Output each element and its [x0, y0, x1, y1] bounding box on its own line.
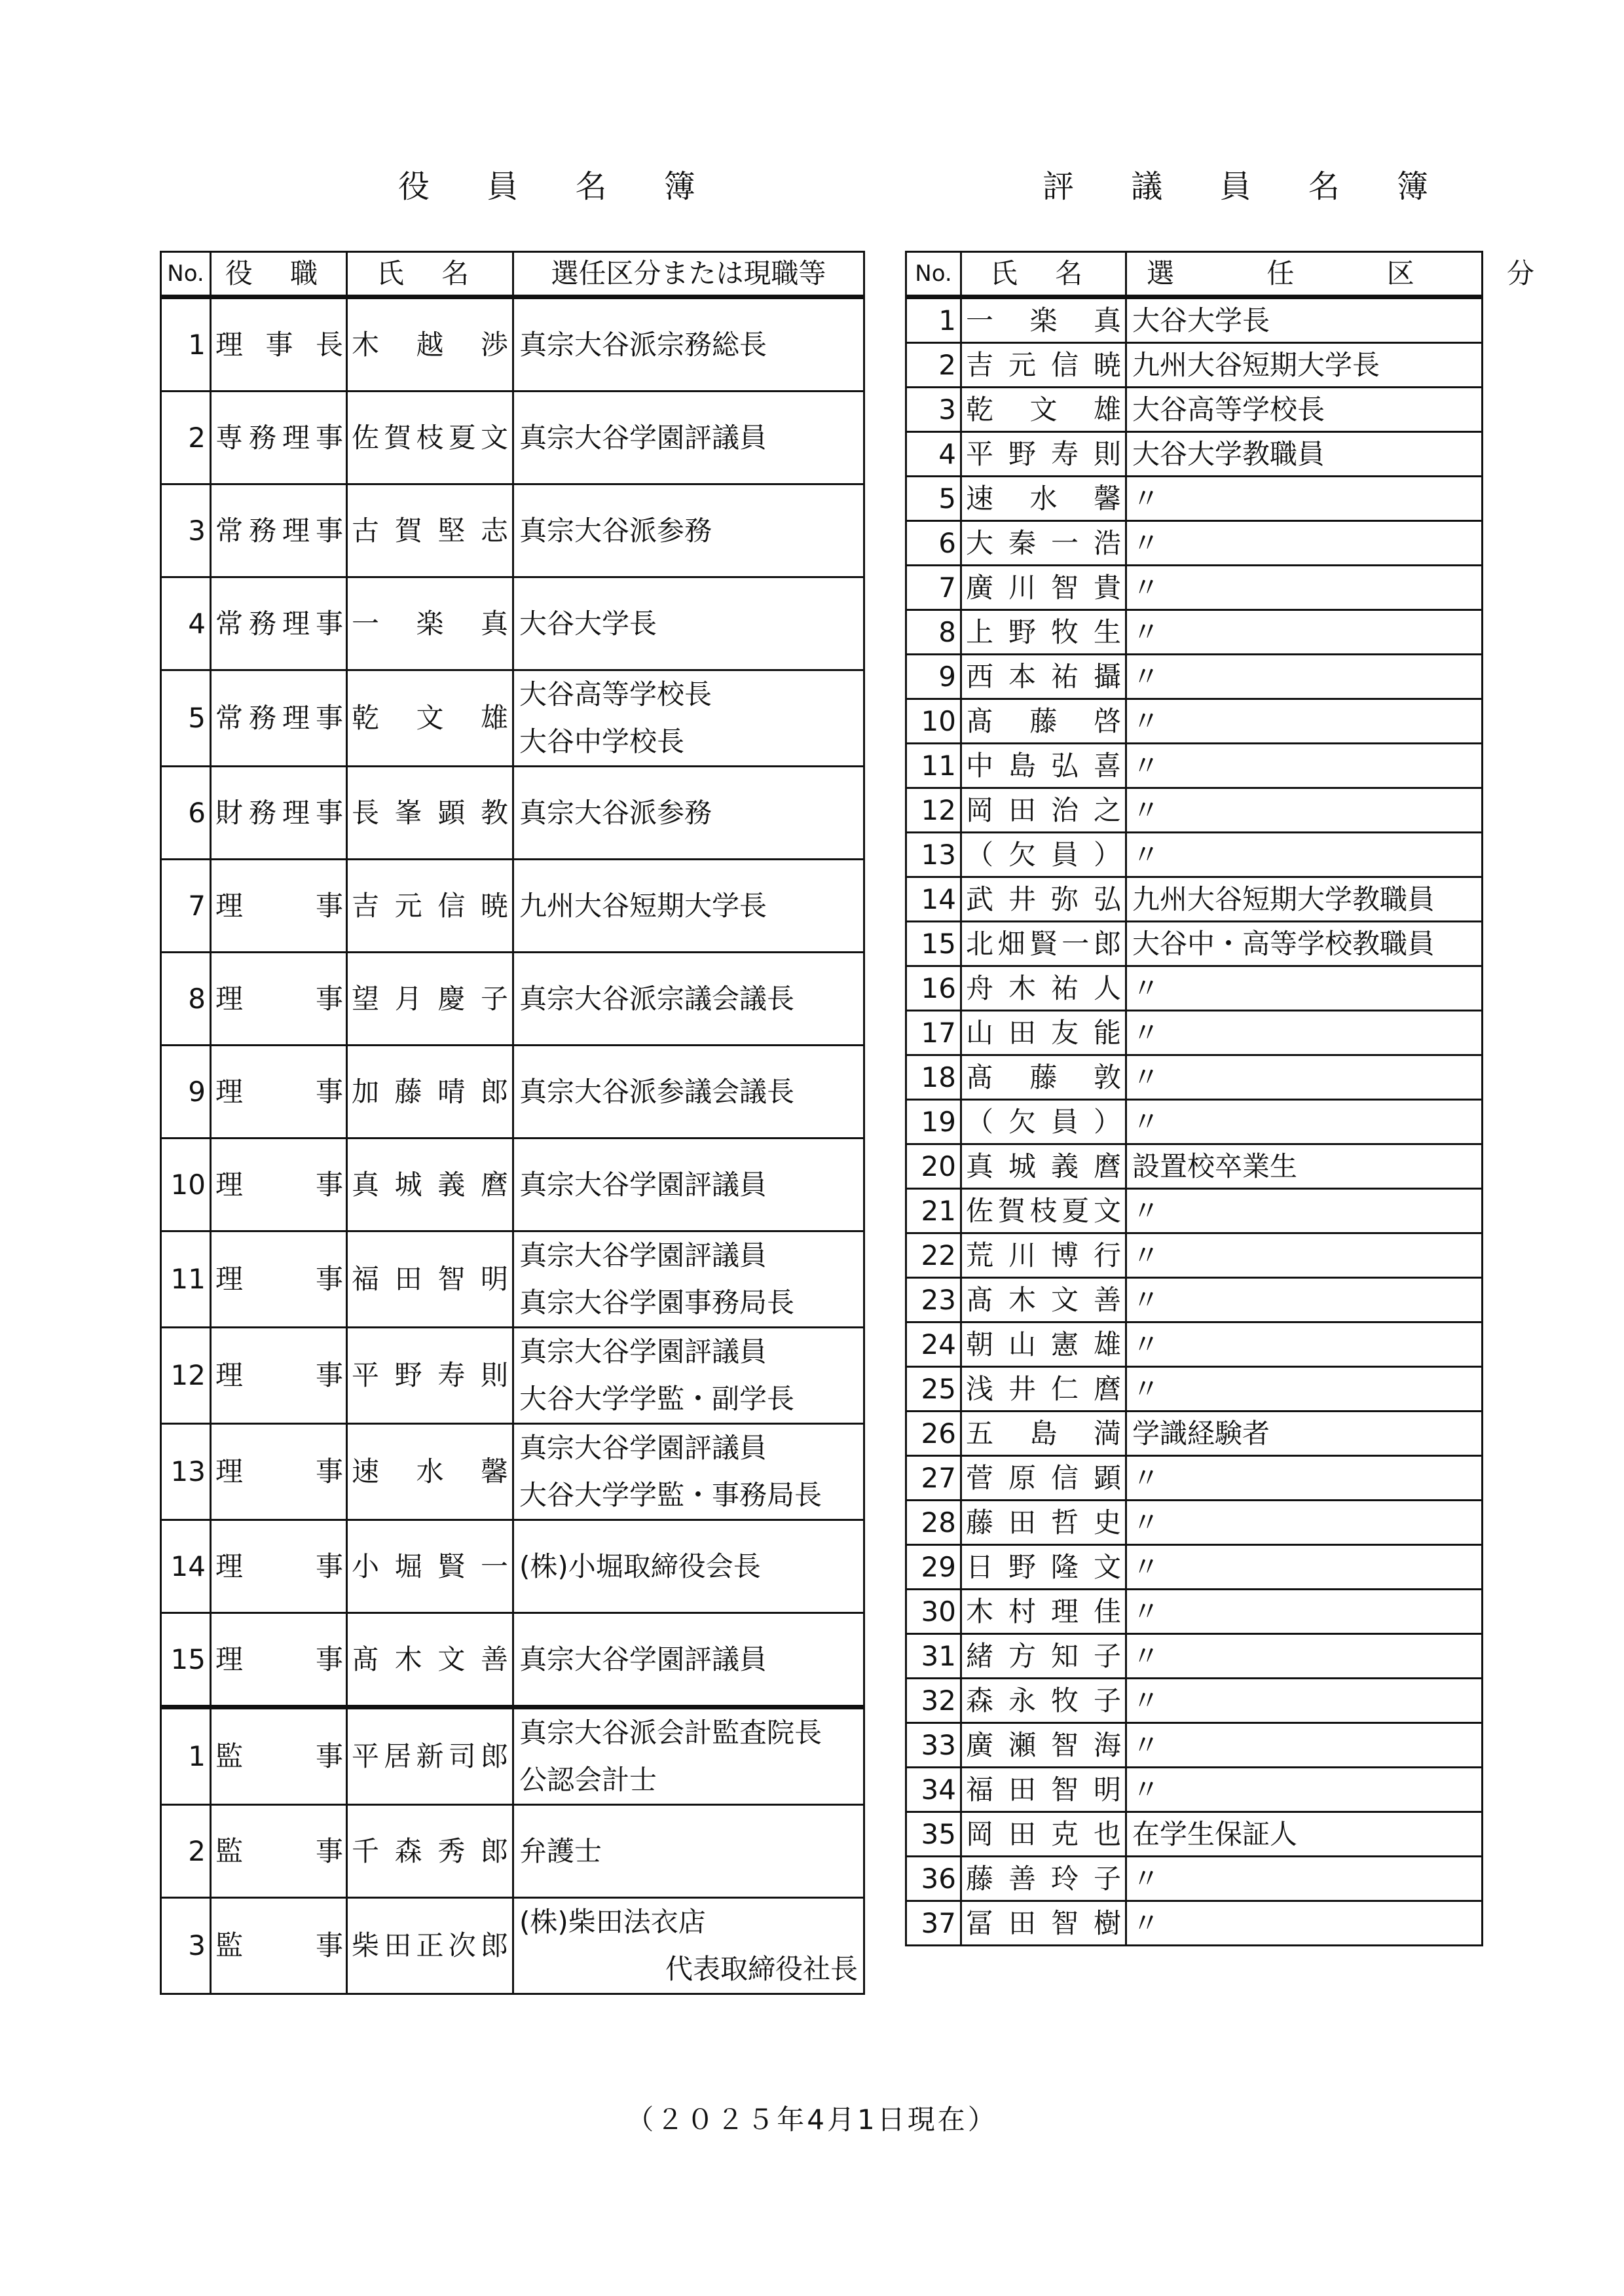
councilor-name: 岡 田 治 之 [961, 788, 1126, 833]
officer-position [513, 1424, 864, 1520]
councilor-name: 冨 田 智 樹 [961, 1901, 1126, 1946]
councilors-header-name: 氏 名 [961, 252, 1126, 297]
councilor-name: 岡 田 克 也 [961, 1812, 1126, 1857]
officer-position [513, 860, 864, 953]
councilor-selection: 〃 [1126, 699, 1483, 744]
councilor-name: 五 島 満 [961, 1412, 1126, 1456]
officer-no: 14 [161, 1520, 211, 1613]
councilor-selection: 〃 [1126, 788, 1483, 833]
councilor-no: 28 [906, 1501, 961, 1545]
councilor-no: 25 [906, 1367, 961, 1412]
councilors-header-no: No. [906, 252, 961, 297]
councilor-selection: 〃 [1126, 477, 1483, 521]
councilor-row [906, 1412, 1483, 1456]
officer-role: 理 事 [211, 1424, 347, 1520]
councilor-row [906, 343, 1483, 388]
officer-row [161, 1707, 864, 1805]
councilor-selection: 九州大谷短期大学長 [1126, 343, 1483, 388]
officer-position-line: 真宗大谷学園評議員 [519, 1239, 767, 1271]
councilor-selection: 〃 [1126, 1367, 1483, 1412]
councilor-selection: 〃 [1126, 1456, 1483, 1501]
officer-role: 理 事 [211, 1046, 347, 1139]
councilor-row [906, 699, 1483, 744]
councilor-selection: 〃 [1126, 521, 1483, 566]
officer-position [513, 297, 864, 392]
officer-position-line: 大谷高等学校長 [519, 678, 712, 710]
councilor-row [906, 1189, 1483, 1233]
councilor-name: 髙 藤 敦 [961, 1055, 1126, 1100]
councilor-name: （ 欠 員 ） [961, 833, 1126, 877]
officer-row [161, 577, 864, 670]
officer-name: 平 野 寿 則 [347, 1328, 513, 1424]
councilor-row [906, 1278, 1483, 1322]
officer-row [161, 1046, 864, 1139]
officer-role: 理 事 [211, 1231, 347, 1328]
officer-position-line: 大谷大学学監・事務局長 [519, 1479, 822, 1511]
officer-name: 柴 田 正 次 郎 [347, 1898, 513, 1994]
officer-name: 乾 文 雄 [347, 670, 513, 767]
officer-position-line: 真宗大谷派参務 [519, 796, 712, 829]
officer-position-line: 真宗大谷学園評議員 [519, 1336, 767, 1368]
officer-position-line: 大谷中学校長 [519, 725, 685, 757]
officer-role: 監 事 [211, 1805, 347, 1898]
councilor-selection: 大谷大学長 [1126, 297, 1483, 343]
councilor-no: 34 [906, 1768, 961, 1812]
officer-position-line: 九州大谷短期大学長 [519, 889, 767, 922]
councilor-row [906, 297, 1483, 343]
officer-no: 1 [161, 1707, 211, 1805]
councilor-no: 22 [906, 1233, 961, 1278]
councilor-row [906, 922, 1483, 966]
councilor-selection: 〃 [1126, 610, 1483, 655]
councilor-selection: 設置校卒業生 [1126, 1144, 1483, 1189]
officer-role: 財 務 理 事 [211, 767, 347, 860]
officer-position [513, 1805, 864, 1898]
officer-name: 真 城 義 麿 [347, 1139, 513, 1231]
councilor-no: 36 [906, 1857, 961, 1901]
councilor-name: 舟 木 祐 人 [961, 966, 1126, 1011]
officer-position [513, 670, 864, 767]
councilor-no: 33 [906, 1723, 961, 1768]
councilor-row [906, 1768, 1483, 1812]
councilor-row [906, 1367, 1483, 1412]
councilor-name: 西 本 祐 攝 [961, 655, 1126, 699]
officer-position [513, 767, 864, 860]
councilor-row [906, 833, 1483, 877]
officer-position [513, 1046, 864, 1139]
councilor-no: 10 [906, 699, 961, 744]
officer-position-line: 真宗大谷学園評議員 [519, 1643, 767, 1675]
councilor-name: 北 畑 賢 一 郎 [961, 922, 1126, 966]
officer-no: 10 [161, 1139, 211, 1231]
officer-name: 望 月 慶 子 [347, 953, 513, 1046]
officers-list-title: 役 員 名 簿 [398, 168, 719, 205]
councilor-name: 廣 川 智 貴 [961, 566, 1126, 610]
councilor-selection: 〃 [1126, 1545, 1483, 1590]
officer-position-line: (株)柴田法衣店 [519, 1906, 706, 1938]
officer-position-line: 真宗大谷派参務 [519, 514, 712, 547]
councilor-name: 朝 山 憲 雄 [961, 1322, 1126, 1367]
officer-role: 理 事 [211, 1613, 347, 1707]
officer-row [161, 1898, 864, 1994]
councilor-row [906, 1011, 1483, 1055]
councilor-selection: 〃 [1126, 1901, 1483, 1946]
officer-name: 古 賀 堅 志 [347, 484, 513, 577]
councilor-name: 森 永 牧 子 [961, 1679, 1126, 1723]
officer-role: 理 事 [211, 860, 347, 953]
councilor-row [906, 1590, 1483, 1634]
officer-no: 9 [161, 1046, 211, 1139]
officer-no: 2 [161, 1805, 211, 1898]
officer-position [513, 1898, 864, 1994]
officer-row [161, 1139, 864, 1231]
councilor-name: 平 野 寿 則 [961, 432, 1126, 477]
officer-role: 専 務 理 事 [211, 392, 347, 484]
councilor-no: 11 [906, 744, 961, 788]
officer-name: 平 居 新 司 郎 [347, 1707, 513, 1805]
officers-header-position: 選任区分または現職等 [513, 252, 864, 297]
officer-position [513, 484, 864, 577]
officer-position [513, 1613, 864, 1707]
councilor-name: 上 野 牧 生 [961, 610, 1126, 655]
councilor-selection: 〃 [1126, 1857, 1483, 1901]
councilor-no: 16 [906, 966, 961, 1011]
officer-position [513, 1707, 864, 1805]
officers-table-body [161, 297, 864, 1994]
councilor-row [906, 477, 1483, 521]
officer-no: 2 [161, 392, 211, 484]
councilor-no: 9 [906, 655, 961, 699]
councilor-no: 7 [906, 566, 961, 610]
councilor-no: 5 [906, 477, 961, 521]
councilor-no: 17 [906, 1011, 961, 1055]
officer-name: 速 水 馨 [347, 1424, 513, 1520]
officer-role: 監 事 [211, 1707, 347, 1805]
councilor-selection: 〃 [1126, 1011, 1483, 1055]
councilor-name: 廣 瀬 智 海 [961, 1723, 1126, 1768]
councilor-name: 藤 田 哲 史 [961, 1501, 1126, 1545]
officer-row [161, 953, 864, 1046]
councilor-row [906, 1812, 1483, 1857]
councilor-selection: 大谷大学教職員 [1126, 432, 1483, 477]
officer-name: 髙 木 文 善 [347, 1613, 513, 1707]
councilor-row [906, 1545, 1483, 1590]
councilor-selection: 〃 [1126, 1233, 1483, 1278]
councilor-selection: 〃 [1126, 1768, 1483, 1812]
councilor-no: 21 [906, 1189, 961, 1233]
councilor-row [906, 1634, 1483, 1679]
councilor-name: 浅 井 仁 麿 [961, 1367, 1126, 1412]
officer-position [513, 1520, 864, 1613]
councilor-no: 24 [906, 1322, 961, 1367]
councilor-row [906, 655, 1483, 699]
officer-row [161, 484, 864, 577]
officer-position-line: 真宗大谷派宗議会議長 [519, 982, 795, 1015]
officer-position-line: 大谷大学学監・副学長 [519, 1383, 795, 1415]
officer-position-line: 真宗大谷派会計監査院長 [519, 1717, 822, 1749]
councilor-row [906, 1100, 1483, 1144]
officer-no: 15 [161, 1613, 211, 1707]
councilor-no: 2 [906, 343, 961, 388]
officer-no: 8 [161, 953, 211, 1046]
officer-position [513, 392, 864, 484]
councilor-selection: 〃 [1126, 566, 1483, 610]
councilor-no: 31 [906, 1634, 961, 1679]
councilor-selection: 〃 [1126, 833, 1483, 877]
officer-position [513, 1328, 864, 1424]
councilor-selection: 〃 [1126, 1723, 1483, 1768]
councilor-selection: 〃 [1126, 1634, 1483, 1679]
officer-position [513, 577, 864, 670]
officer-position-line: 真宗大谷学園評議員 [519, 1432, 767, 1464]
officer-position [513, 1231, 864, 1328]
officer-role: 常 務 理 事 [211, 577, 347, 670]
officer-position-line: 真宗大谷学園評議員 [519, 421, 767, 454]
councilor-no: 29 [906, 1545, 961, 1590]
councilor-name: （ 欠 員 ） [961, 1100, 1126, 1144]
councilor-name: 乾 文 雄 [961, 388, 1126, 432]
officers-header-row [161, 252, 864, 297]
officer-row [161, 767, 864, 860]
councilor-selection: 〃 [1126, 1501, 1483, 1545]
officer-position-line: 真宗大谷学園事務局長 [519, 1286, 795, 1319]
councilor-row [906, 1857, 1483, 1901]
councilor-row [906, 610, 1483, 655]
officer-name: 佐 賀 枝 夏 文 [347, 392, 513, 484]
officer-position-line: 真宗大谷学園評議員 [519, 1168, 767, 1201]
officer-role: 理 事 [211, 953, 347, 1046]
officer-position-line: 代表取締役社長 [665, 1953, 858, 1985]
councilor-selection: 大谷中・高等学校教職員 [1126, 922, 1483, 966]
councilor-name: 速 水 馨 [961, 477, 1126, 521]
officer-row [161, 860, 864, 953]
officer-no: 7 [161, 860, 211, 953]
officers-header-name: 氏 名 [347, 252, 513, 297]
councilor-name: 吉 元 信 暁 [961, 343, 1126, 388]
councilor-selection: 九州大谷短期大学教職員 [1126, 877, 1483, 922]
officer-row [161, 1520, 864, 1613]
officer-name: 長 峯 顕 教 [347, 767, 513, 860]
councilors-header-row [906, 252, 1483, 297]
councilor-name: 荒 川 博 行 [961, 1233, 1126, 1278]
officer-row [161, 1613, 864, 1707]
councilor-selection: 〃 [1126, 1189, 1483, 1233]
officer-no: 13 [161, 1424, 211, 1520]
councilor-no: 32 [906, 1679, 961, 1723]
officer-row [161, 1231, 864, 1328]
councilor-no: 3 [906, 388, 961, 432]
councilor-row [906, 521, 1483, 566]
officer-position-line: 大谷大学長 [519, 607, 657, 640]
councilor-row [906, 788, 1483, 833]
councilor-no: 19 [906, 1100, 961, 1144]
officer-no: 1 [161, 297, 211, 392]
officer-no: 3 [161, 484, 211, 577]
officer-name: 小 堀 賢 一 [347, 1520, 513, 1613]
councilor-no: 1 [906, 297, 961, 343]
officer-role: 理 事 長 [211, 297, 347, 392]
officer-role: 常 務 理 事 [211, 484, 347, 577]
councilor-selection: 〃 [1126, 1322, 1483, 1367]
officer-no: 6 [161, 767, 211, 860]
officer-name: 一 楽 真 [347, 577, 513, 670]
officer-position [513, 953, 864, 1046]
councilor-selection: 〃 [1126, 966, 1483, 1011]
councilor-row [906, 1144, 1483, 1189]
officer-role: 監 事 [211, 1898, 347, 1994]
councilor-row [906, 1456, 1483, 1501]
officer-role: 理 事 [211, 1139, 347, 1231]
councilor-row [906, 1901, 1483, 1946]
councilors-table [905, 251, 1577, 1946]
officer-row [161, 392, 864, 484]
councilors-header-selection: 選 任 区 分 [1126, 252, 1483, 297]
councilor-selection: 〃 [1126, 1278, 1483, 1322]
councilor-no: 30 [906, 1590, 961, 1634]
officer-position-line: 公認会計士 [519, 1764, 657, 1796]
councilor-name: 木 村 理 佳 [961, 1590, 1126, 1634]
councilor-row [906, 1233, 1483, 1278]
officer-role: 常 務 理 事 [211, 670, 347, 767]
officer-name: 加 藤 晴 郎 [347, 1046, 513, 1139]
councilor-name: 福 田 智 明 [961, 1768, 1126, 1812]
officer-role: 理 事 [211, 1520, 347, 1613]
councilor-selection: 〃 [1126, 1055, 1483, 1100]
councilor-name: 佐 賀 枝 夏 文 [961, 1189, 1126, 1233]
councilor-no: 6 [906, 521, 961, 566]
officer-row [161, 1424, 864, 1520]
councilor-no: 26 [906, 1412, 961, 1456]
councilor-name: 真 城 義 麿 [961, 1144, 1126, 1189]
officer-position-line: 真宗大谷派宗務総長 [519, 328, 767, 361]
councilor-name: 中 島 弘 喜 [961, 744, 1126, 788]
as-of-date: （２０２５年4月1日現在） [626, 2104, 998, 2136]
councilor-no: 13 [906, 833, 961, 877]
officer-position-line: 弁護士 [519, 1834, 602, 1867]
councilor-row [906, 388, 1483, 432]
officer-name: 木 越 渉 [347, 297, 513, 392]
councilor-row [906, 877, 1483, 922]
councilor-selection: 在学生保証人 [1126, 1812, 1483, 1857]
officer-name: 福 田 智 明 [347, 1231, 513, 1328]
officers-header-no: No. [161, 252, 211, 297]
councilor-name: 藤 善 玲 子 [961, 1857, 1126, 1901]
councilor-name: 日 野 隆 文 [961, 1545, 1126, 1590]
councilor-selection: 〃 [1126, 1100, 1483, 1144]
councilor-name: 緒 方 知 子 [961, 1634, 1126, 1679]
councilor-row [906, 1501, 1483, 1545]
councilor-row [906, 566, 1483, 610]
councilor-row [906, 1322, 1483, 1367]
councilor-row [906, 1723, 1483, 1768]
councilors-list-title: 評 議 員 名 簿 [1043, 168, 1452, 205]
officer-position-line: 真宗大谷派参議会議長 [519, 1075, 795, 1108]
officer-no: 4 [161, 577, 211, 670]
officer-row [161, 1328, 864, 1424]
councilor-name: 菅 原 信 顕 [961, 1456, 1126, 1501]
councilor-selection: 〃 [1126, 1590, 1483, 1634]
officer-role: 理 事 [211, 1328, 347, 1424]
councilor-no: 18 [906, 1055, 961, 1100]
councilor-row [906, 1055, 1483, 1100]
councilor-no: 37 [906, 1901, 961, 1946]
councilor-no: 23 [906, 1278, 961, 1322]
councilor-no: 8 [906, 610, 961, 655]
councilor-row [906, 966, 1483, 1011]
officer-row [161, 670, 864, 767]
councilor-name: 髙 木 文 善 [961, 1278, 1126, 1322]
officer-position [513, 1139, 864, 1231]
councilor-no: 35 [906, 1812, 961, 1857]
councilor-name: 武 井 弥 弘 [961, 877, 1126, 922]
councilor-name: 大 秦 一 浩 [961, 521, 1126, 566]
councilor-selection: 〃 [1126, 655, 1483, 699]
councilors-table-body [906, 297, 1483, 1946]
councilor-name: 髙 藤 啓 [961, 699, 1126, 744]
councilor-selection: 学識経験者 [1126, 1412, 1483, 1456]
officer-name: 千 森 秀 郎 [347, 1805, 513, 1898]
officers-header-role: 役 職 [211, 252, 347, 297]
councilor-selection: 〃 [1126, 744, 1483, 788]
councilor-name: 一 楽 真 [961, 297, 1126, 343]
councilor-name: 山 田 友 能 [961, 1011, 1126, 1055]
councilor-no: 20 [906, 1144, 961, 1189]
officer-no: 5 [161, 670, 211, 767]
councilor-row [906, 1679, 1483, 1723]
officer-no: 11 [161, 1231, 211, 1328]
officer-name: 吉 元 信 暁 [347, 860, 513, 953]
councilor-row [906, 432, 1483, 477]
officer-row [161, 297, 864, 392]
officer-row [161, 1805, 864, 1898]
councilor-no: 15 [906, 922, 961, 966]
officer-position-line: (株)小堀取締役会長 [519, 1550, 761, 1582]
councilor-no: 12 [906, 788, 961, 833]
officers-table [160, 251, 865, 1995]
councilor-no: 27 [906, 1456, 961, 1501]
councilor-selection: 〃 [1126, 1679, 1483, 1723]
officer-no: 12 [161, 1328, 211, 1424]
councilor-no: 4 [906, 432, 961, 477]
councilor-no: 14 [906, 877, 961, 922]
councilor-selection: 大谷高等学校長 [1126, 388, 1483, 432]
officer-no: 3 [161, 1898, 211, 1994]
councilor-row [906, 744, 1483, 788]
